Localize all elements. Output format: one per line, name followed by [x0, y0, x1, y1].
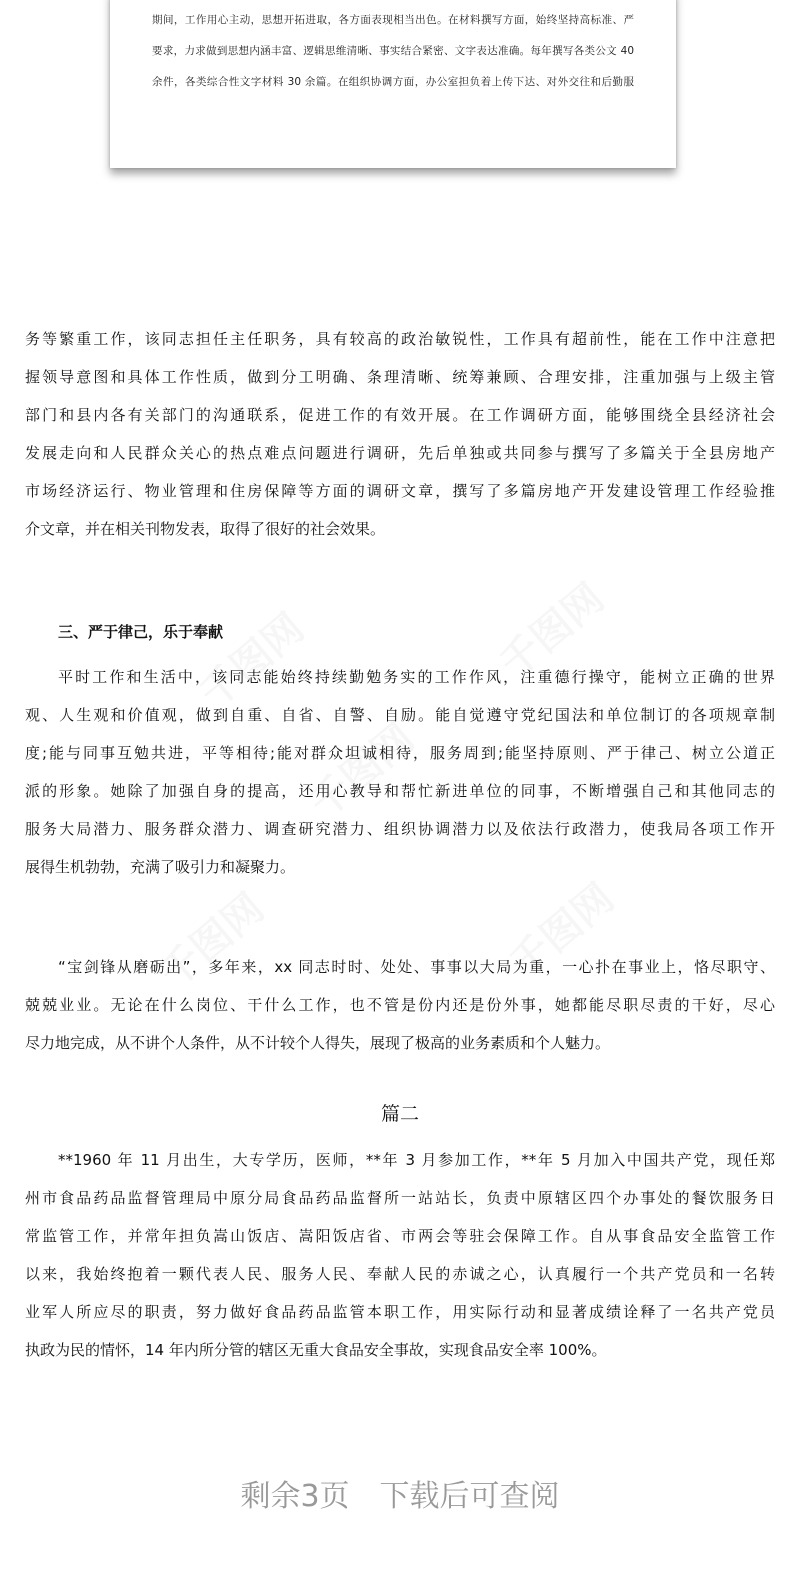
text-line: 执政为民的情怀，14 年内所分管的辖区无重大食品安全事故，实现食品安全率 100%。 — [25, 1341, 607, 1359]
card-line: 要求，力求做到思想内涵丰富、逻辑思维清晰、事实结合紧密、文字表达准确。每年撰写各类公文 40 — [152, 45, 634, 57]
text-line: 握领导意图和具体工作性质，做到分工明确、条理清晰、统筹兼顾、合理安排，注重加强与上级主管 — [25, 368, 775, 386]
text-line: 平时工作和生活中，该同志能始终持续勤勉务实的工作作风，注重德行操守，能树立正确的世界 — [58, 668, 775, 686]
text-line: 市场经济运行、物业管理和住房保障等方面的调研文章，撰写了多篇房地产开发建设管理工作经验推 — [25, 482, 775, 500]
watermark — [146, 878, 275, 999]
text-line: 业军人所应尽的职责，努力做好食品药品监管本职工作，用实际行动和显著成绩诠释了一名共产党员 — [25, 1303, 775, 1321]
section-heading: 三、严于律己，乐于奉献 — [58, 623, 224, 641]
card-line: 期间，工作用心主动，思想开拓进取，各方面表现相当出色。在材料撰写方面，始终坚持高标准、严 — [152, 14, 634, 26]
remaining-pages-notice[interactable]: 剩余3页 下载后可查阅 — [240, 1479, 560, 1514]
text-line: 常监管工作，并常年担负嵩山饭店、嵩阳饭店省、市两会等驻会保障工作。自从事食品安全监管工作 — [25, 1227, 775, 1245]
text-line: 派的形象。她除了加强自身的提高，还用心教导和帮忙新进单位的同事，不断增强自己和其他同志的 — [25, 782, 775, 800]
text-line: 度;能与同事互勉共进，平等相待;能对群众坦诚相待，服务周到;能坚持原则、严于律己、树立公道正 — [25, 744, 775, 762]
text-line: **1960 年 11 月出生，大专学历，医师，**年 3 月参加工作，**年 5 月加入中国共产党，现任郑 — [58, 1151, 775, 1169]
watermark — [296, 708, 425, 829]
text-line: 部门和县内各有关部门的沟通联系，促进工作的有效开展。在工作调研方面，能够围绕全县经济社会 — [25, 406, 775, 424]
text-line: 观、人生观和价值观，做到自重、自省、自警、自励。能自觉遵守党纪国法和单位制订的各项规章制 — [25, 706, 775, 724]
text-line: 展得生机勃勃，充满了吸引力和凝聚力。 — [25, 858, 296, 876]
section-title: 篇二 — [380, 1103, 419, 1125]
card-line: 余件，各类综合性文字材料 30 余篇。在组织协调方面，办公室担负着上传下达、对外交往和后勤服 — [152, 76, 634, 88]
text-line: 尽力地完成，从不讲个人条件，从不计较个人得失，展现了极高的业务素质和个人魅力。 — [25, 1034, 611, 1052]
text-line: 服务大局潜力、服务群众潜力、调查研究潜力、组织协调潜力以及依法行政潜力，使我局各项工作开 — [25, 820, 775, 838]
text-line: 州市食品药品监督管理局中原分局食品药品监督所一站站长，负责中原辖区四个办事处的餐饮服务日 — [25, 1189, 775, 1207]
text-line: “宝剑锋从磨砺出”，多年来，xx 同志时时、处处、事事以大局为重，一心扑在事业上，恪尽职守、 — [58, 958, 775, 976]
text-line: 兢兢业业。无论在什么岗位、干什么工作，也不管是份内还是份外事，她都能尽职尽责的干好，尽心 — [25, 996, 775, 1014]
text-line: 发展走向和人民群众关心的热点难点问题进行调研，先后单独或共同参与撰写了多篇关于全县房地产 — [25, 444, 775, 462]
text-line: 介文章，并在相关刊物发表，取得了很好的社会效果。 — [25, 520, 386, 538]
preview-page-card — [110, 0, 676, 168]
watermark — [186, 598, 315, 719]
text-line: 以来，我始终抱着一颗代表人民、服务人民、奉献人民的赤诚之心，认真履行一个共产党员和一名转 — [25, 1265, 775, 1283]
text-line: 务等繁重工作，该同志担任主任职务，具有较高的政治敏锐性，工作具有超前性，能在工作中注意把 — [25, 330, 775, 348]
